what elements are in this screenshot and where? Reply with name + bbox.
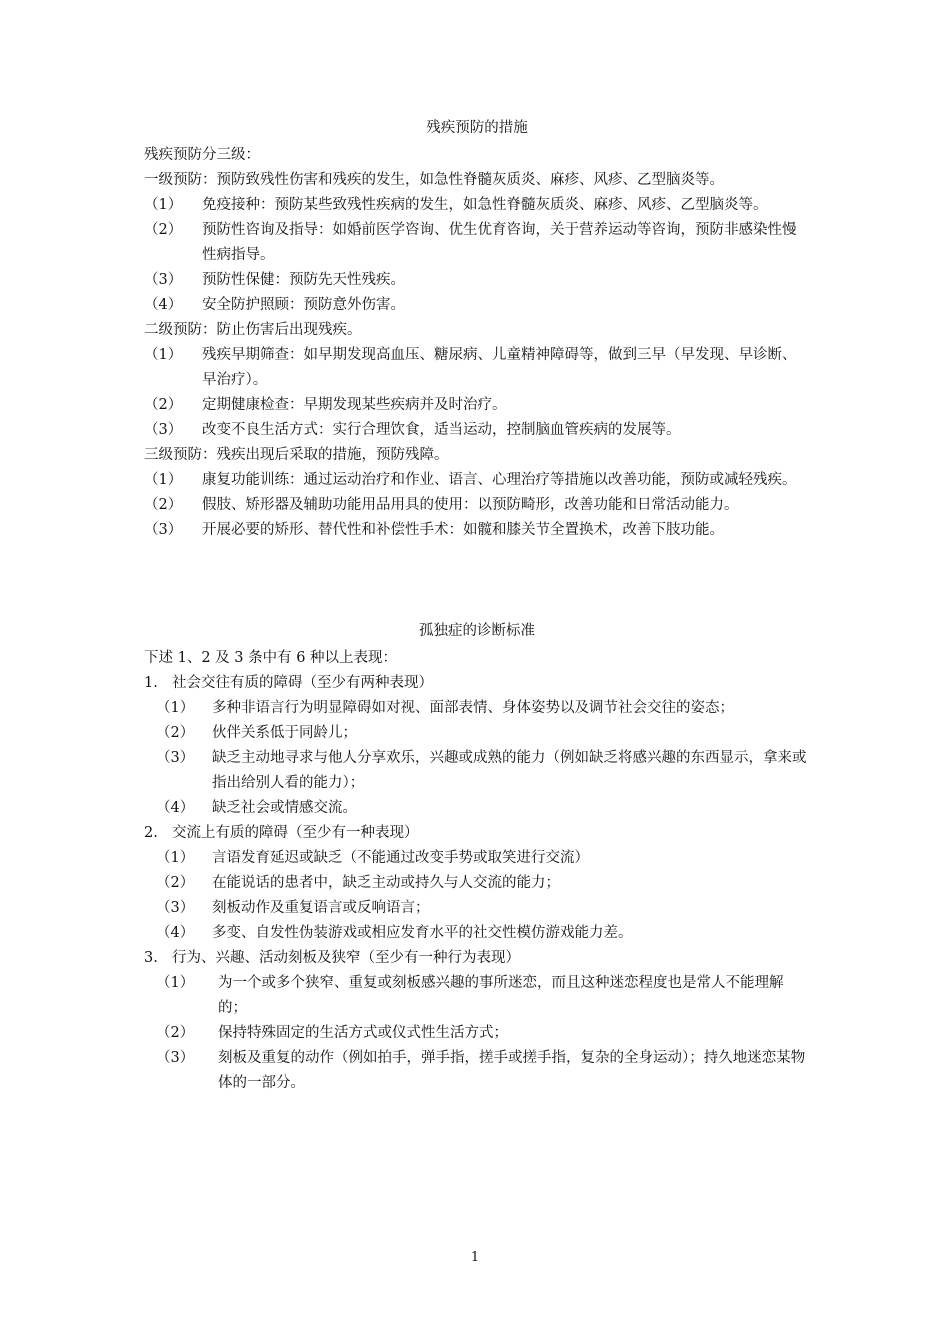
list-item bbox=[144, 1021, 810, 1046]
criterion-number: 2. bbox=[144, 825, 158, 841]
item-text: 残疾早期筛查：如早期发现高血压、糖尿病、儿童精神障碍等，做到三早（早发现、早诊断、早治疗）。 bbox=[202, 347, 797, 388]
list-item bbox=[144, 218, 810, 268]
item-number: （3） bbox=[156, 900, 195, 916]
list-item bbox=[144, 1046, 810, 1096]
item-number: （2） bbox=[144, 397, 183, 413]
item-text: 为一个或多个狭窄、重复或刻板感兴趣的事所迷恋，而且这种迷恋程度也是常人不能理解的； bbox=[218, 975, 784, 1016]
list-item bbox=[144, 493, 810, 518]
page-number: 1 bbox=[470, 1250, 480, 1265]
criterion-number: 1. bbox=[144, 675, 158, 691]
list-item bbox=[144, 746, 810, 796]
item-text: 预防性咨询及指导：如婚前医学咨询、优生优育咨询，关于营养运动等咨询，预防非感染性慢性病指导。 bbox=[202, 222, 797, 263]
item-text: 刻板动作及重复语言或反响语言； bbox=[212, 900, 430, 916]
list-item bbox=[144, 871, 810, 896]
item-number: （3） bbox=[144, 522, 183, 538]
item-number: （1） bbox=[156, 700, 195, 716]
item-number: （1） bbox=[156, 975, 195, 991]
criterion-text: 交流上有质的障碍（至少有一种表现） bbox=[172, 825, 419, 841]
criterion-number: 3. bbox=[144, 950, 158, 966]
item-number: （1） bbox=[144, 472, 183, 488]
list-item bbox=[144, 721, 810, 746]
item-text: 定期健康检查：早期发现某些疾病并及时治疗。 bbox=[202, 397, 507, 413]
list-item bbox=[144, 518, 810, 543]
level-heading: 三级预防：残疾出现后采取的措施，预防残障。 bbox=[144, 447, 449, 463]
list-item bbox=[144, 418, 810, 443]
item-text: 言语发育延迟或缺乏（不能通过改变手势或取笑进行交流） bbox=[212, 850, 589, 866]
list-item bbox=[144, 696, 810, 721]
item-text: 刻板及重复的动作（例如拍手，弹手指，搓手或搓手指，复杂的全身运动）；持久地迷恋某物体的一部分。 bbox=[218, 1050, 806, 1091]
item-number: （2） bbox=[144, 497, 183, 513]
item-number: （3） bbox=[144, 422, 183, 438]
criterion-1 bbox=[144, 671, 810, 821]
item-number: （3） bbox=[156, 750, 195, 766]
item-number: （3） bbox=[156, 1050, 195, 1066]
list-item bbox=[144, 343, 810, 393]
item-number: （4） bbox=[156, 800, 195, 816]
level-heading: 二级预防：防止伤害后出现残疾。 bbox=[144, 322, 362, 338]
item-number: （1） bbox=[156, 850, 195, 866]
item-number: （1） bbox=[144, 197, 183, 213]
section-autism-diagnosis bbox=[144, 619, 810, 1096]
item-text: 改变不良生活方式：实行合理饮食，适当运动，控制脑血管疾病的发展等。 bbox=[202, 422, 681, 438]
criterion-text: 行为、兴趣、活动刻板及狭窄（至少有一种行为表现） bbox=[172, 950, 520, 966]
item-text: 保持特殊固定的生活方式或仪式性生活方式； bbox=[218, 1025, 508, 1041]
list-item bbox=[144, 971, 810, 1021]
prevention-level-3 bbox=[144, 443, 810, 543]
item-text: 多变、自发性伪装游戏或相应发育水平的社交性模仿游戏能力差。 bbox=[212, 925, 633, 941]
item-text: 多种非语言行为明显障碍如对视、面部表情、身体姿势以及调节社会交往的姿态； bbox=[212, 700, 734, 716]
document-content bbox=[144, 116, 810, 1096]
item-text: 缺乏社会或情感交流。 bbox=[212, 800, 357, 816]
item-text: 康复功能训练：通过运动治疗和作业、语言、心理治疗等措施以改善功能，预防或减轻残疾。 bbox=[202, 472, 797, 488]
criterion-heading bbox=[144, 821, 810, 846]
list-item bbox=[144, 293, 810, 318]
list-item bbox=[144, 393, 810, 418]
item-number: （2） bbox=[156, 725, 195, 741]
list-item bbox=[144, 921, 810, 946]
item-number: （3） bbox=[144, 272, 183, 288]
item-number: （2） bbox=[156, 1025, 195, 1041]
item-number: （2） bbox=[156, 875, 195, 891]
item-text: 伙伴关系低于同龄儿； bbox=[212, 725, 357, 741]
section-intro: 残疾预防分三级： bbox=[144, 147, 260, 163]
item-number: （4） bbox=[144, 297, 183, 313]
criterion-text: 社会交往有质的障碍（至少有两种表现） bbox=[172, 675, 433, 691]
list-item bbox=[144, 846, 810, 871]
section-disability-prevention bbox=[144, 116, 810, 543]
item-text: 预防性保健：预防先天性残疾。 bbox=[202, 272, 405, 288]
section-intro: 下述 1、2 及 3 条中有 6 种以上表现： bbox=[144, 650, 398, 666]
item-number: （1） bbox=[144, 347, 183, 363]
section-title: 残疾预防的措施 bbox=[426, 120, 528, 136]
prevention-level-1 bbox=[144, 168, 810, 318]
list-item bbox=[144, 193, 810, 218]
list-item bbox=[144, 796, 810, 821]
item-text: 安全防护照顾：预防意外伤害。 bbox=[202, 297, 405, 313]
item-number: （4） bbox=[156, 925, 195, 941]
criterion-3 bbox=[144, 946, 810, 1096]
list-item bbox=[144, 896, 810, 921]
criterion-heading bbox=[144, 671, 810, 696]
list-item bbox=[144, 468, 810, 493]
criterion-2 bbox=[144, 821, 810, 946]
item-text: 缺乏主动地寻求与他人分享欢乐，兴趣或成熟的能力（例如缺乏将感兴趣的东西显示，拿来或指出给别人看的能力）； bbox=[212, 750, 807, 791]
item-text: 在能说话的患者中，缺乏主动或持久与人交流的能力； bbox=[212, 875, 560, 891]
item-text: 假肢、矫形器及辅助功能用品用具的使用：以预防畸形，改善功能和日常活动能力。 bbox=[202, 497, 739, 513]
prevention-level-2 bbox=[144, 318, 810, 443]
criterion-heading bbox=[144, 946, 810, 971]
level-heading: 一级预防：预防致残性伤害和残疾的发生，如急性脊髓灰质炎、麻疹、风疹、乙型脑炎等。 bbox=[144, 172, 724, 188]
item-number: （2） bbox=[144, 222, 183, 238]
item-text: 免疫接种：预防某些致残性疾病的发生，如急性脊髓灰质炎、麻疹、风疹、乙型脑炎等。 bbox=[202, 197, 768, 213]
item-text: 开展必要的矫形、替代性和补偿性手术：如髋和膝关节全置换术，改善下肢功能。 bbox=[202, 522, 724, 538]
section-title: 孤独症的诊断标准 bbox=[419, 623, 535, 639]
list-item bbox=[144, 268, 810, 293]
